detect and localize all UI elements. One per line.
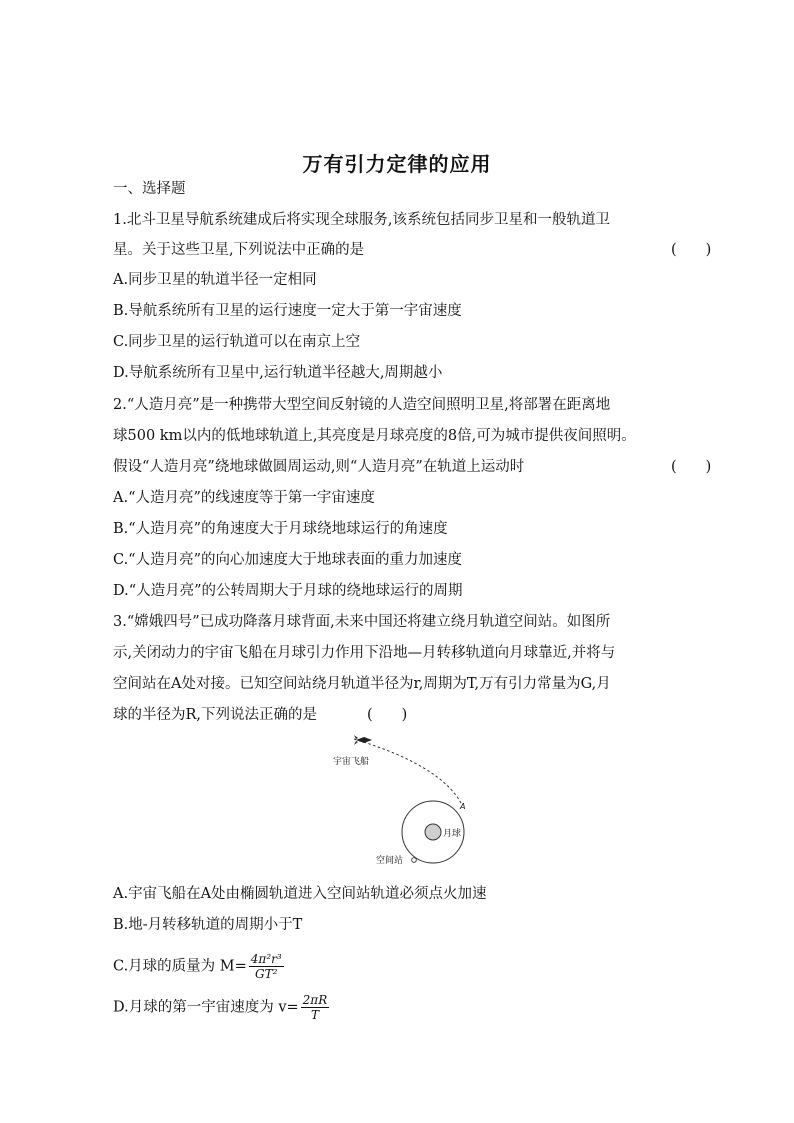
q1-option-b: B.导航系统所有卫星的运行速度一定大于第一宇宙速度 [113,303,462,319]
q3-stem-line3: 空间站在A处对接。已知空间站绕月轨道半径为r,周期为T,万有引力常量为G,月 [113,676,611,692]
q1-option-d: D.导航系统所有卫星中,运行轨道半径越大,周期越小 [113,365,443,381]
q3-option-a: A.宇宙飞船在A处由椭圆轨道进入空间站轨道必须点火加速 [113,886,487,902]
q3-answer-paren: ( ) [367,707,408,723]
q3-stem-line4: 球的半径为R,下列说法正确的是 [113,707,318,723]
velocity-formula-denominator: T [310,1008,319,1022]
q3-stem-line1: 3.“嫦娥四号”已成功降落月球背面,未来中国还将建立绕月轨道空间站。如图所 [113,614,611,630]
q3-option-d [113,993,329,1022]
q2-answer-paren: ( ) [671,459,712,475]
q2-stem-line3: 假设“人造月亮”绕地球做圆周运动,则“人造月亮”在轨道上运动时 [113,459,525,475]
space-station-label: 空间站 [376,856,404,866]
mass-formula-numerator: 4π²r³ [250,952,282,966]
mass-formula-denominator: GT² [255,967,278,981]
orbit-diagram [330,735,480,867]
point-a-label: A [460,802,466,811]
moon-circle [425,824,441,840]
moon-label: 月球 [443,829,462,839]
q2-option-d: D.“人造月亮”的公转周期大于月球的绕地球运行的周期 [113,583,463,599]
transfer-orbit-path [354,739,461,803]
page-title: 万有引力定律的应用 [302,152,492,176]
q1-option-a: A.同步卫星的轨道半径一定相同 [113,272,317,288]
q3-option-d-prefix: D.月球的第一宇宙速度为 v= [113,999,299,1016]
spaceship-label: 宇宙飞船 [333,757,370,767]
mass-formula [249,952,284,981]
q3-stem-line2: 示,关闭动力的宇宙飞船在月球引力作用下沿地—月转移轨道向月球靠近,并将与 [113,645,616,661]
q3-option-b: B.地-月转移轨道的周期小于T [113,917,303,933]
q2-option-b: B.“人造月亮”的角速度大于月球绕地球运行的角速度 [113,521,448,537]
q1-option-c: C.同步卫星的运行轨道可以在南京上空 [113,334,361,350]
q2-option-a: A.“人造月亮”的线速度等于第一宇宙速度 [113,490,375,506]
q2-stem-line2: 球500 km以内的低地球轨道上,其亮度是月球亮度的8倍,可为城市提供夜间照明。 [113,428,636,444]
q1-stem-line1: 1.北斗卫星导航系统建成后将实现全球服务,该系统包括同步卫星和一般轨道卫 [113,212,610,228]
q3-option-c-prefix: C.月球的质量为 M= [113,958,247,975]
q1-stem-line2: 星。关于这些卫星,下列说法中正确的是 [113,242,365,258]
velocity-formula [301,993,330,1022]
q2-option-c: C.“人造月亮”的向心加速度大于地球表面的重力加速度 [113,552,463,568]
q1-answer-paren: ( ) [671,242,712,258]
velocity-formula-numerator: 2πR [302,993,328,1007]
space-station-marker [412,858,417,863]
q3-option-c [113,952,284,981]
q2-stem-line1: 2.“人造月亮”是一种携带大型空间反射镜的人造空间照明卫星,将部署在距离地 [113,397,611,413]
section-heading: 一、选择题 [113,181,186,197]
